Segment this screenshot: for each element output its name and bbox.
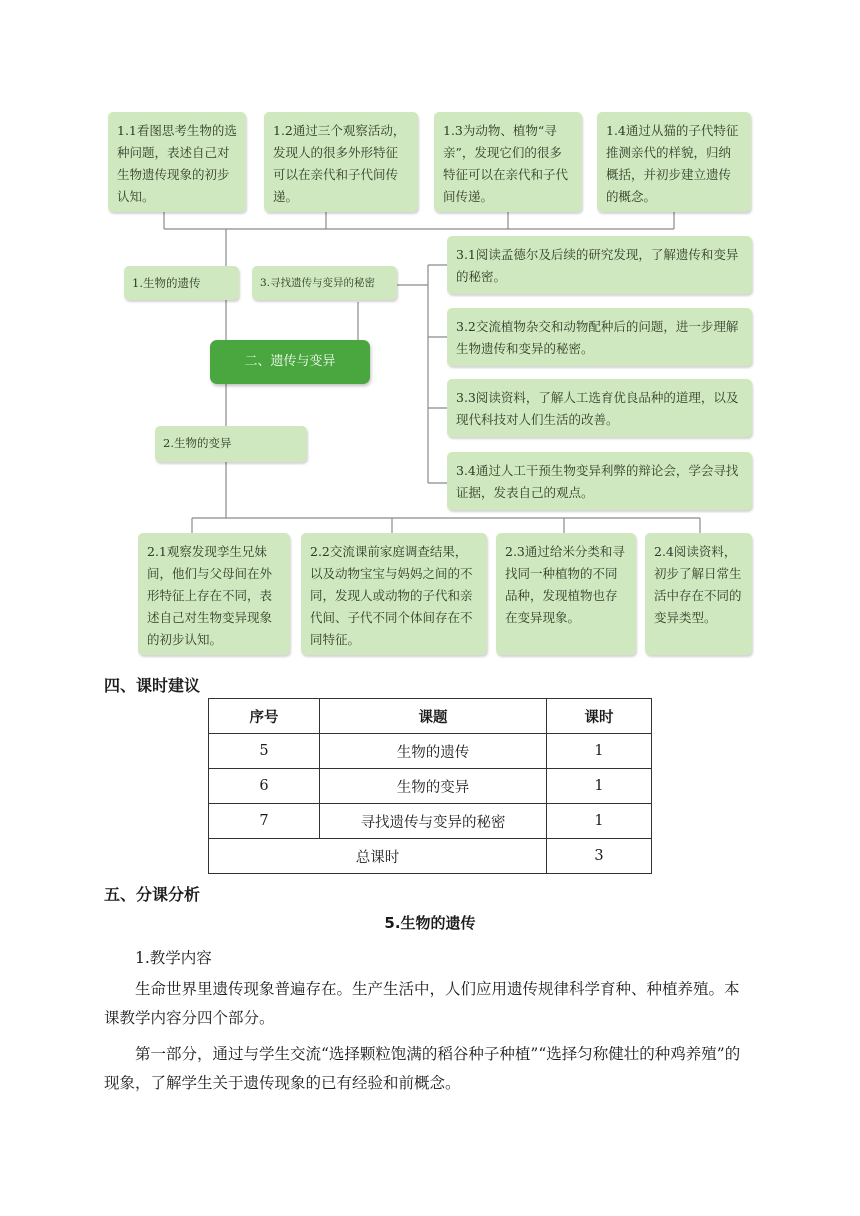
paragraph: 第一部分，通过与学生交流“选择颗粒饱满的稻谷种子种植”“选择匀称健壮的种鸡养殖”的现象，了解学生关于遗传现象的已有经验和前概念。 bbox=[104, 1045, 741, 1092]
lesson-title: 5.生物的遗传 bbox=[384, 914, 476, 932]
section-heading-analysis: 五、分课分析 bbox=[104, 885, 201, 904]
mindmap-box-2-2: 2.2交流课前家庭调查结果，以及动物宝宝与妈妈之间的不同，发现人或动物的子代和亲代间、子代不同个体间存在不同特征。 bbox=[301, 533, 487, 655]
table-header: 序号 bbox=[209, 699, 320, 734]
mindmap-box-2-3: 2.3通过给米分类和寻找同一种植物的不同品种，发现植物也存在变异现象。 bbox=[496, 533, 636, 655]
table-cell: 1 bbox=[547, 769, 652, 804]
mindmap-box-3-4: 3.4通过人工干预生物变异利弊的辩论会，学会寻找证据，发表自己的观点。 bbox=[447, 452, 752, 510]
schedule-table bbox=[208, 698, 652, 874]
table-header: 课时 bbox=[547, 699, 652, 734]
node-variation: 2.生物的变异 bbox=[155, 426, 307, 462]
table-row bbox=[209, 769, 652, 804]
table-header: 课题 bbox=[320, 699, 547, 734]
table-cell: 寻找遗传与变异的秘密 bbox=[320, 804, 547, 839]
table-cell: 1 bbox=[547, 734, 652, 769]
table-cell: 6 bbox=[209, 769, 320, 804]
mindmap-box-3-1: 3.1阅读孟德尔及后续的研究发现，了解遗传和变异的秘密。 bbox=[447, 236, 752, 294]
mindmap-box-3-3: 3.3阅读资料，了解人工选育优良品种的道理，以及现代科技对人们生活的改善。 bbox=[447, 379, 752, 437]
node-secret: 3.寻找遗传与变异的秘密 bbox=[252, 266, 397, 300]
mindmap-box-1-1: 1.1看图思考生物的选种问题，表述自己对生物遗传现象的初步认知。 bbox=[108, 112, 246, 212]
table-total-value: 3 bbox=[547, 839, 652, 874]
mindmap-box-2-1: 2.1观察发现孪生兄妹间，他们与父母间在外形特征上存在不同，表述自己对生物变异现象的初步认知。 bbox=[138, 533, 290, 655]
table-cell: 7 bbox=[209, 804, 320, 839]
table-total-row bbox=[209, 839, 652, 874]
mindmap-box-3-2: 3.2交流植物杂交和动物配种后的问题，进一步理解生物遗传和变异的秘密。 bbox=[447, 308, 752, 366]
mindmap-box-2-4: 2.4阅读资料，初步了解日常生活中存在不同的变异类型。 bbox=[645, 533, 752, 655]
mindmap-box-1-4: 1.4通过从猫的子代特征推测亲代的样貌，归纳概括，并初步建立遗传的概念。 bbox=[597, 112, 751, 212]
section-heading-schedule: 四、课时建议 bbox=[104, 676, 201, 695]
paragraph: 生命世界里遗传现象普遍存在。生产生活中，人们应用遗传规律科学育种、种植养殖。本课教学内容分四个部分。 bbox=[104, 980, 740, 1027]
mindmap-box-1-3: 1.3为动物、植物“寻亲”，发现它们的很多特征可以在亲代和子代间传递。 bbox=[434, 112, 582, 212]
table-cell: 5 bbox=[209, 734, 320, 769]
table-header-row bbox=[209, 699, 652, 734]
node-heredity: 1.生物的遗传 bbox=[124, 266, 239, 300]
table-cell: 生物的遗传 bbox=[320, 734, 547, 769]
subheading-teaching-content: 1.教学内容 bbox=[135, 949, 212, 967]
table-total-label: 总课时 bbox=[209, 839, 547, 874]
table-cell: 1 bbox=[547, 804, 652, 839]
mindmap-box-1-2: 1.2通过三个观察活动，发现人的很多外形特征可以在亲代和子代间传递。 bbox=[264, 112, 418, 212]
table-row bbox=[209, 734, 652, 769]
table-cell: 生物的变异 bbox=[320, 769, 547, 804]
mindmap-center: 二、遗传与变异 bbox=[210, 340, 370, 384]
table-row bbox=[209, 804, 652, 839]
